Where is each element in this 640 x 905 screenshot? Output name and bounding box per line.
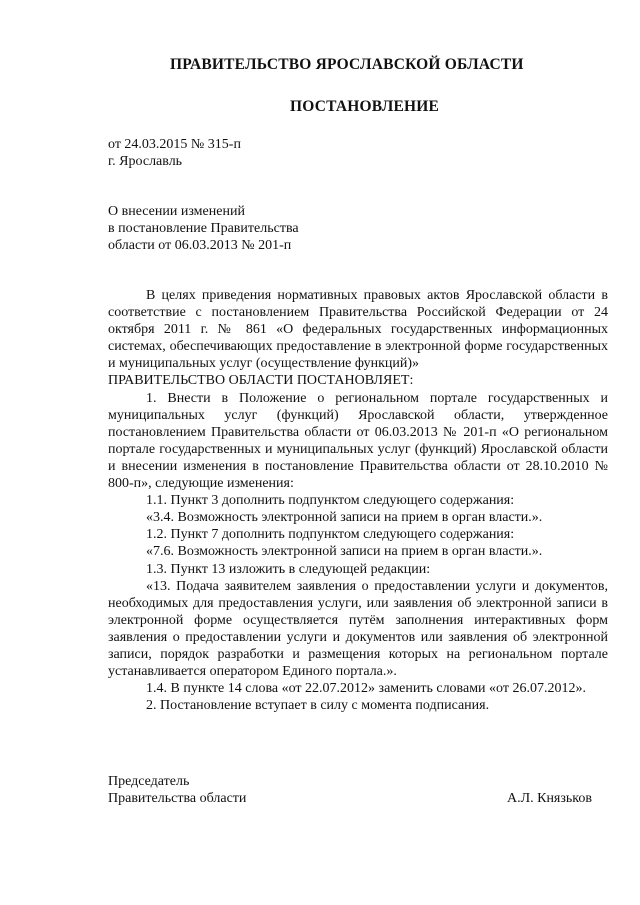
government-title: ПРАВИТЕЛЬСТВО ЯРОСЛАВСКОЙ ОБЛАСТИ: [170, 56, 524, 73]
preamble-paragraph: В целях приведения нормативных правовых актов Ярославской области в соответствие с постановлением Правительства Российской Федерации от 24 октября 2011 г. № 861 «О федеральных государственных информационных системах, обеспечивающих предоставление в электронной форме государственных и муниципальных услуг (осуществление функций)»: [108, 288, 608, 372]
signer-position-line1: Председатель: [108, 774, 190, 789]
clause-1-4: 1.4. В пункте 14 слова «от 22.07.2012» заменить словами «от 26.07.2012».: [146, 681, 586, 697]
clause-1: 1. Внести в Положение о региональном портале государственных и муниципальных услуг (функций) Ярославской области, утвержденное постановлением Правительства области от 06.03.2013 № 201-п «О региональном портале государственных и муниципальных услуг (функций) Ярославской области и внесении изменения в постановление Правительства области от 28.10.2010 № 800-п», следующие изменения:: [108, 390, 608, 492]
clause-1-2-text: «7.6. Возможность электронной записи на прием в орган власти.».: [146, 544, 543, 560]
subject-line: О внесении изменений: [108, 204, 245, 219]
subject-line: в постановление Правительства: [108, 221, 299, 236]
subject-line: области от 06.03.2013 № 201-п: [108, 238, 292, 253]
clause-1-2: 1.2. Пункт 7 дополнить подпунктом следующего содержания:: [146, 527, 515, 543]
document-type: ПОСТАНОВЛЕНИЕ: [290, 98, 440, 115]
city: г. Ярославль: [108, 154, 183, 169]
clause-1-3: 1.3. Пункт 13 изложить в следующей редакции:: [146, 561, 431, 577]
document-body: [108, 287, 608, 714]
date-number: от 24.03.2015 № 315-п: [108, 137, 241, 152]
resolution-heading: ПРАВИТЕЛЬСТВО ОБЛАСТИ ПОСТАНОВЛЯЕТ:: [108, 373, 414, 389]
signature-block: [108, 773, 608, 807]
clause-2: 2. Постановление вступает в силу с момента подписания.: [146, 698, 490, 714]
document-meta: [108, 136, 241, 170]
signer-position-line2: Правительства области: [108, 791, 247, 806]
clause-1-1: 1.1. Пункт 3 дополнить подпунктом следующего содержания:: [146, 493, 515, 509]
signer-name: А.Л. Князьков: [507, 791, 592, 806]
document-subject: [108, 203, 299, 254]
clause-1-1-text: «3.4. Возможность электронной записи на прием в орган власти.».: [146, 510, 543, 526]
clause-1-3-text: «13. Подача заявителем заявления о предоставлении услуги и документов, необходимых для предоставления услуги, или заявления об электронной записи в электронной форме осуществляется путём заполнения интерактивных форм заявления о предоставлении услуги и документов или заявления об электронной записи, порядок разработки и размещения которых на региональном портале устанавливается оператором Единого портала.».: [108, 578, 608, 680]
